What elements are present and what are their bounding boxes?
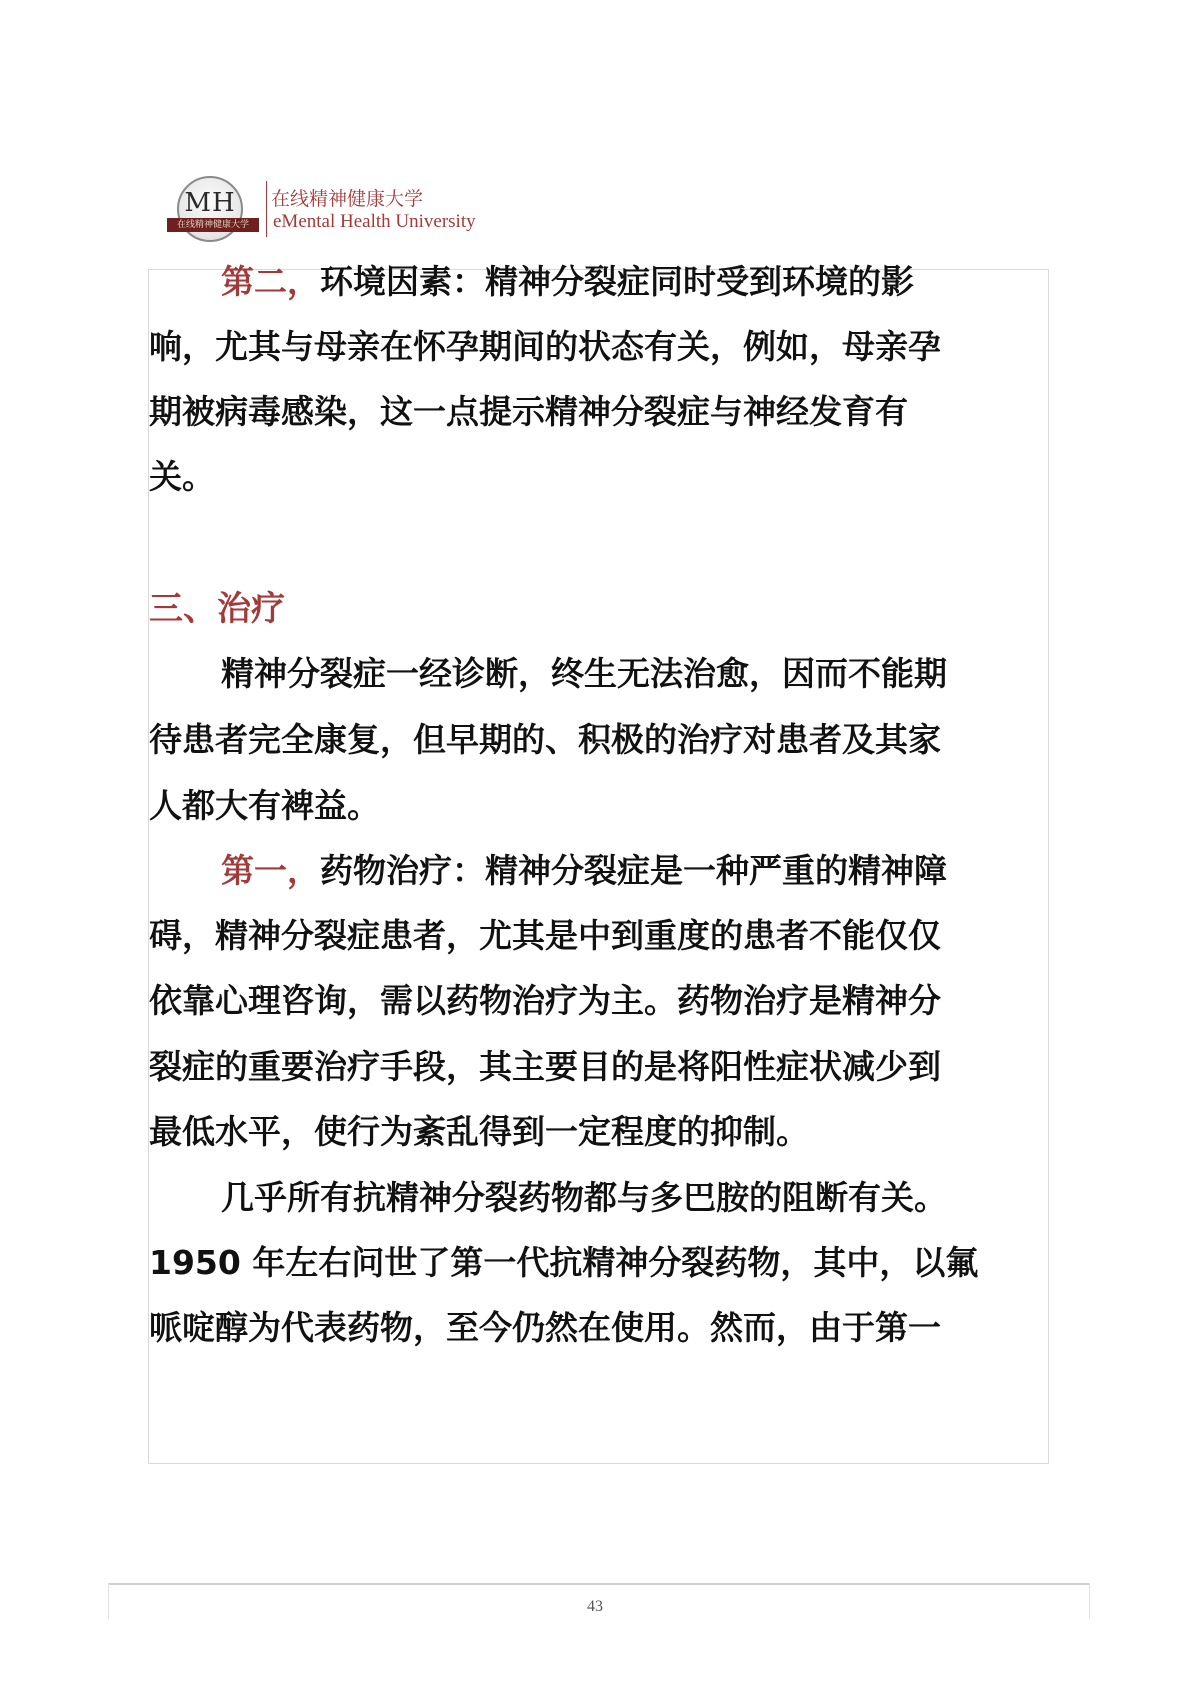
paragraph-line: 待患者完全康复，但早期的、积极的治疗对患者及其家 (149, 720, 941, 759)
paragraph-line: 最低水平，使行为紊乱得到一定程度的抑制。 (149, 1112, 809, 1151)
paragraph-line: 裂症的重要治疗手段，其主要目的是将阳性症状减少到 (149, 1047, 941, 1086)
paragraph-lead: 第一， (221, 851, 320, 890)
paragraph-line: 哌啶醇为代表药物，至今仍然在使用。然而，由于第一 (149, 1308, 941, 1347)
logo-letters: MH (184, 188, 236, 218)
paragraph-line: 期被病毒感染，这一点提示精神分裂症与神经发育有 (149, 392, 908, 431)
paragraph-lead: 第二， (221, 262, 320, 301)
section-heading: 三、治疗 (149, 589, 285, 629)
paragraph-line: 几乎所有抗精神分裂药物都与多巴胺的阻断有关。 (221, 1178, 947, 1217)
paragraph-line: 1950 年左右问世了第一代抗精神分裂药物，其中，以氟 (149, 1243, 979, 1282)
paragraph-line (221, 260, 914, 304)
paragraph-line: 关。 (149, 457, 215, 496)
header-divider (266, 181, 267, 237)
paragraph-text: 环境因素：精神分裂症同时受到环境的影 (320, 262, 914, 301)
paragraph-line: 响，尤其与母亲在怀孕期间的状态有关，例如，母亲孕 (149, 327, 941, 366)
logo-ribbon: 在线精神健康大学 (167, 218, 259, 232)
logo-seal-icon (177, 176, 243, 242)
paragraph-line: 碍，精神分裂症患者，尤其是中到重度的患者不能仅仅 (149, 916, 941, 955)
paragraph-line (221, 849, 947, 893)
paragraph-line: 精神分裂症一经诊断，终生无法治愈，因而不能期 (221, 654, 947, 693)
page-number: 43 (587, 1598, 603, 1615)
paragraph-line: 人都大有裨益。 (149, 786, 380, 825)
header-name-cn: 在线精神健康大学 (271, 188, 424, 210)
logo (171, 176, 255, 246)
header-name-en: eMental Health University (273, 211, 476, 232)
paragraph-line: 依靠心理咨询，需以药物治疗为主。药物治疗是精神分 (149, 981, 941, 1020)
footer-rule (108, 1583, 1090, 1585)
paragraph-text: 药物治疗：精神分裂症是一种严重的精神障 (320, 851, 947, 890)
